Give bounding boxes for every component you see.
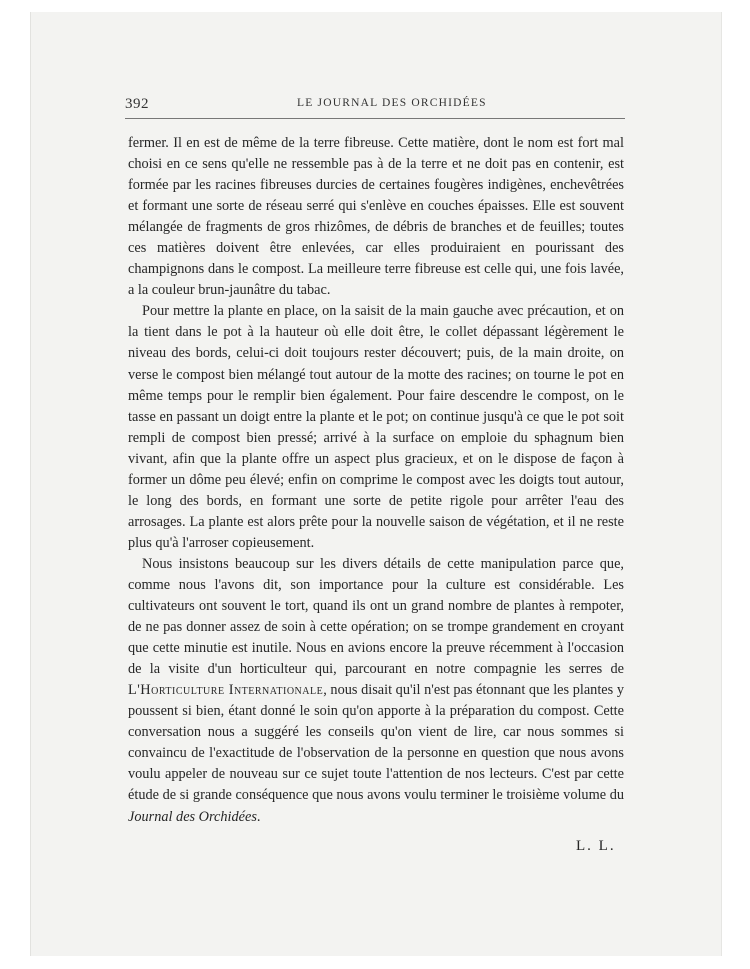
article-body [128, 133, 624, 828]
running-header [125, 96, 625, 118]
author-signature: L. L. [576, 838, 616, 854]
paragraph-3 [128, 554, 624, 828]
company-name: L'Horticulture Internationale [128, 682, 324, 699]
paragraph-1: fermer. Il en est de même de la terre fibreuse. Cette matière, dont le nom est fort mal choisi en ce sens qu'elle ne ressemble pas à de la terre et ne doit pas en contenir, est formée par les racines fibreuses durcies de certaines fougères indigènes, enchevêtrées et formant une sorte de réseau serré qui s'enlève en couches épaisses. Elle est souvent mélangée de fragments de gros rhizômes, de débris de branches et de feuilles; toutes ces matières doivent être enlevées, car elles produiraient en pourissant des champignons dans le compost. La meilleure terre fibreuse est celle qui, une fois lavée, a la couleur brun-jaunâtre du tabac. [128, 135, 624, 299]
running-title: LE JOURNAL DES ORCHIDÉES [297, 97, 487, 109]
paragraph-3-part-1: Nous insistons beaucoup sur les divers détails de cette manipulation parce que, comme nous l'avons dit, son importance pour la culture est considérable. Les cultivateurs ont souvent le tort, quand ils ont un grand nombre de plantes à rempoter, de ne pas donner assez de soin à cette opération; on se trompe grandement en croyant que cette minutie est inutile. Nous en avions encore la preuve récemment à l'occasion de la visite d'un horticulteur qui, parcourant en notre compagnie les serres de [128, 555, 624, 678]
paragraph-3-part-2: , nous disait qu'il n'est pas étonnant que les plantes y poussent si bien, étant donné le soin qu'on apporte à la préparation du compost. Cette conversation nous a suggéré les conseils qu'on vient de lire, car nous sommes si convaincu de l'exactitude de l'observation de la personne en question que nous avons voulu appeler de nouveau sur ce sujet toute l'attention de nos lecteurs. C'est par cette étude de si grande conséquence que nous avons voulu terminer le troisième volume du [128, 682, 624, 804]
page-number: 392 [125, 96, 149, 112]
header-rule [125, 118, 625, 119]
paragraph-2: Pour mettre la plante en place, on la saisit de la main gauche avec précaution, et on la tient dans le pot à la hauteur où elle doit être, le collet dépassant légèrement le niveau des bords, celui-ci doit toujours rester découvert; puis, de la main droite, on verse le compost bien mélangé tout autour de la motte des racines; on tourne le pot en même temps pour le remplir bien également. Pour faire descendre le compost, on le tasse en passant un doigt entre la plante et le pot; on continue jusqu'à ce que le pot soit rempli de compost bien pressé; arrivé à la surface on emploie du sphagnum bien vivant, afin que la plante offre un aspect plus gracieux, et on le dispose de façon à former un dôme peu élevé; enfin on comprime le compost avec les doigts tout autour, le long des bords, en formant une sorte de petite rigole pour arrêter l'eau des arrosages. La plante est alors prête pour la nouvelle saison de végétation, et il ne reste plus qu'à l'arroser copieusement. [128, 303, 624, 551]
paragraph-3-end: . [256, 808, 261, 825]
journal-title: Journal des Orchidées [128, 808, 257, 825]
